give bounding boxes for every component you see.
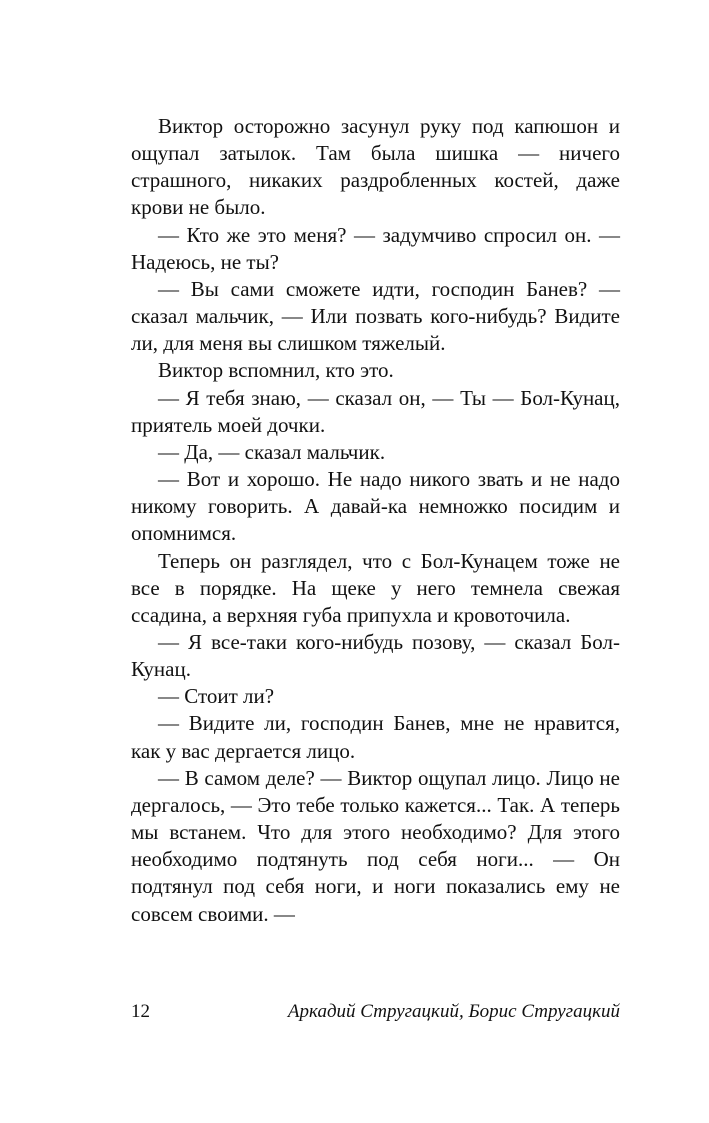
paragraph-1: Виктор осторожно засунул руку под капюшон и ощупал затылок. Там была шишка — ничего страшного, никаких раздробленных костей, даже крови не было.	[131, 114, 620, 220]
paragraph-6: — Да, — сказал мальчик.	[158, 439, 386, 464]
paragraph-3: — Вы сами сможете идти, господин Банев? — сказал мальчик, — Или позвать кого-нибудь? Видите ли, для меня вы слишком тяжелый.	[131, 276, 620, 356]
paragraph-4: Виктор вспомнил, кто это.	[158, 358, 394, 383]
paragraph-10: — Стоит ли?	[158, 684, 275, 709]
page-body	[131, 113, 620, 928]
paragraph-8: Теперь он разглядел, что с Бол-Кунацем тоже не все в порядке. На щеке у него темнела свежая ссадина, а верхняя губа припухла и кровоточила.	[131, 548, 620, 627]
page-footer	[131, 1000, 620, 1024]
paragraph-2: — Кто же это меня? — задумчиво спросил он. — Надеюсь, не ты?	[131, 222, 620, 274]
running-title: Аркадий Стругацкий, Борис Стругацкий	[287, 1001, 620, 1022]
paragraph-11: — Видите ли, господин Банев, мне не нравится, как у вас дергается лицо.	[131, 711, 620, 763]
page-number: 12	[131, 1001, 150, 1022]
text-block	[131, 113, 620, 928]
paragraph-5: — Я тебя знаю, — сказал он, — Ты — Бол-Кунац, приятель моей дочки.	[131, 385, 620, 437]
paragraph-7: — Вот и хорошо. Не надо никого звать и не надо никому говорить. А давай-ка немножко посидим и опомнимся.	[131, 467, 620, 546]
paragraph-12: — В самом деле? — Виктор ощупал лицо. Лицо не дергалось, — Это тебе только кажется... Так. А теперь мы встанем. Что для этого необходимо? Для этого необходимо подтянуть под себя ноги... — Он подтянул под себя ноги, и ноги показались ему не совсем своими. —	[131, 765, 620, 926]
paragraph-9: — Я все-таки кого-нибудь позову, — сказал Бол-Кунац.	[131, 629, 620, 682]
